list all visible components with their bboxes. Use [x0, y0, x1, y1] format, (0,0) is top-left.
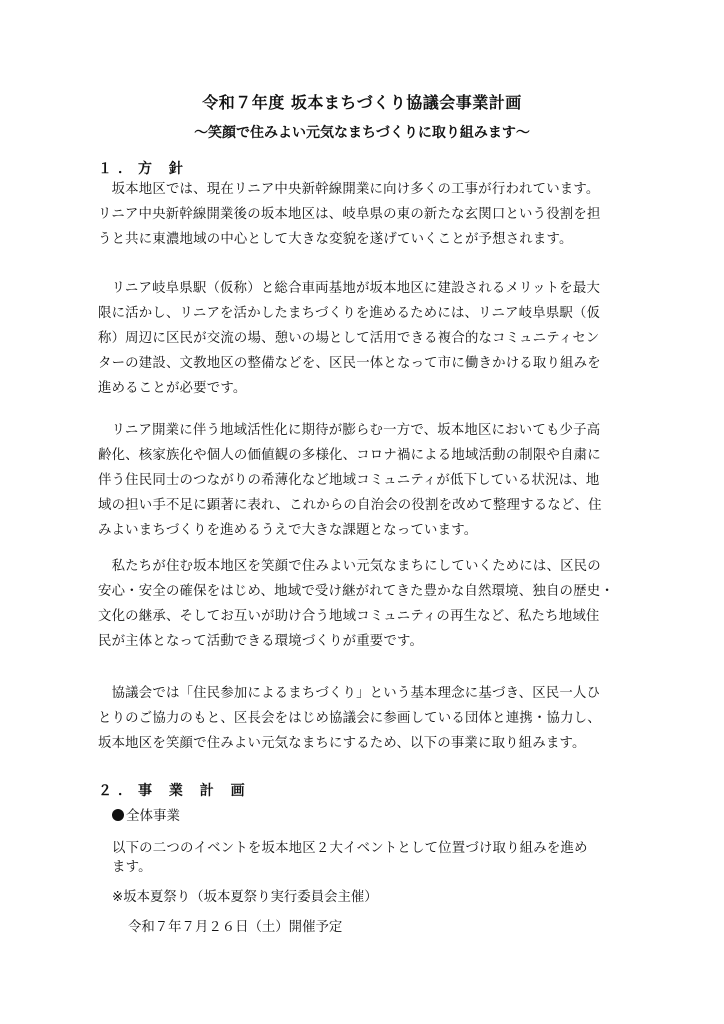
text-line: リニア岐阜県駅（仮称）と総合車両基地が坂本地区に建設されるメリットを最大 [98, 281, 601, 296]
event-title: ※坂本夏祭り（坂本夏祭り実行委員会主催） [112, 890, 378, 905]
text-line: みよいまちづくりを進めるうえで大きな課題となっています。 [98, 523, 478, 538]
text-line: 文化の継承、そしてお互いが助け合う地域コミュニティの再生など、私たち地域住 [98, 609, 600, 624]
text-line: 伴う住民同士のつながりの希薄化など地域コミュニティが低下している状況は、地 [98, 473, 600, 488]
text-line: うと共に東濃地域の中心として大きな変貌を遂げていくことが予想されます。 [98, 232, 573, 247]
text-line: ターの建設、文教地区の整備などを、区民一体となって市に働きかける取り組みを [98, 356, 601, 371]
plan-intro [112, 836, 642, 880]
text-line: 協議会では「住民参加によるまちづくり」という基本理念に基づき、区民一人ひ [98, 686, 601, 701]
subheading-overall-events [112, 804, 180, 829]
policy-paragraph-4 [98, 554, 642, 654]
text-line: とりのご協力のもと、区長会をはじめ協議会に参画している団体と連携・協力し、 [98, 711, 601, 726]
document-title: 令和７年度 坂本まちづくり協議会事業計画 [202, 93, 522, 112]
text-line: 坂本地区では、現在リニア中央新幹線開業に向け多くの工事が行われています。 [98, 182, 600, 197]
policy-paragraph-5 [98, 681, 642, 756]
text-line: 民が主体となって活動できる環境づくりが重要です。 [98, 634, 424, 649]
text-line: ます。 [112, 860, 152, 875]
text-line: 進めることが必要です。 [98, 381, 247, 396]
document-subtitle: ～笑顔で住みよい元気なまちづくりに取り組みます～ [194, 125, 530, 141]
policy-paragraph-1 [98, 177, 642, 252]
section-heading-plan: ２．事 業 計 画 [98, 783, 251, 799]
text-line: 称）周辺に区民が交流の場、憩いの場として活用できる複合的なコミュニティセン [98, 331, 600, 346]
section-heading-policy: １．方 針 [98, 161, 189, 177]
text-line: リニア中央新幹線開業後の坂本地区は、岐阜県の東の新たな玄関口という役割を担 [98, 207, 601, 222]
text-line: 以下の二つのイベントを坂本地区２大イベントとして位置づけ取り組みを進め [112, 841, 588, 856]
text-line: リニア開業に伴う地域活性化に期待が膨らむ一方で、坂本地区においても少子高 [98, 423, 601, 438]
text-line: 域の担い手不足に顕著に表れ、これからの自治会の役割を改めて整理するなど、住 [98, 498, 602, 513]
policy-paragraph-3 [98, 418, 642, 543]
text-line: 限に活かし、リニアを活かしたまちづくりを進めるためには、リニア岐阜県駅（仮 [98, 306, 601, 321]
event-date: 令和７年７月２６日（土）開催予定 [128, 920, 343, 935]
policy-paragraph-2 [98, 276, 642, 401]
text-line: 齢化、核家族化や個人の価値観の多様化、コロナ禍による地域活動の制限や自粛に [98, 448, 601, 463]
subheading-label: 全体事業 [126, 808, 180, 824]
text-line: 私たちが住む坂本地区を笑顔で住みよい元気なまちにしていくためには、区民の [98, 559, 601, 574]
text-line: 坂本地区を笑顔で住みよい元気なまちにするため、以下の事業に取り組みます。 [98, 736, 586, 751]
bullet-icon [112, 809, 124, 821]
text-line: 安心・安全の確保をはじめ、地域で受け継がれてきた豊かな自然環境、独自の歴史・ [98, 584, 614, 599]
